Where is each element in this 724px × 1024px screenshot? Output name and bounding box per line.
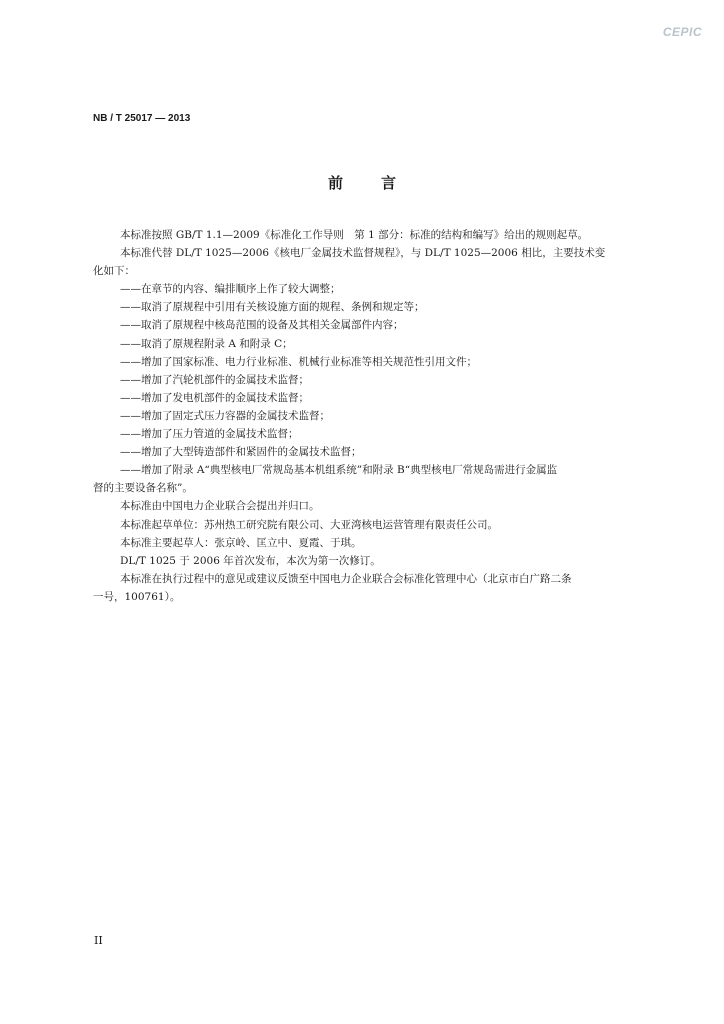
paragraph-line: 本标准起草单位：苏州热工研究院有限公司、大亚湾核电运营管理有限责任公司。 (120, 518, 498, 531)
cepic-logo: CEPIC (662, 25, 702, 39)
list-item: ——取消了原规程中核岛范围的设备及其相关金属部件内容； (120, 319, 404, 332)
list-item: ——增加了汽轮机部件的金属技术监督； (120, 373, 309, 386)
page-number: II (94, 934, 103, 947)
paragraph-line: 一号，100761）。 (93, 590, 181, 603)
paragraph-line: 化如下： (93, 265, 135, 278)
paragraph-line: DL/T 1025 于 2006 年首次发布，本次为第一次修订。 (120, 554, 381, 567)
paragraph-line: 本标准按照 GB/T 1.1—2009《标准化工作导则 第 1 部分：标准的结构和编写》给出的规则起草。 (120, 229, 589, 241)
list-item: ——增加了固定式压力容器的金属技术监督； (120, 409, 330, 422)
paragraph-line: 本标准主要起草人：张京岭、匡立中、夏霞、于琪。 (120, 536, 362, 549)
list-item-continuation: 督的主要设备名称”。 (93, 482, 193, 495)
page-title (0, 172, 724, 193)
paragraph-line: 本标准在执行过程中的意见或建议反馈至中国电力企业联合会标准化管理中心（北京市白广路二条 (120, 572, 572, 585)
list-item: ——增加了国家标准、电力行业标准、机械行业标准等相关规范性引用文件； (120, 355, 477, 368)
standard-number: NB / T 25017 — 2013 (93, 113, 191, 124)
list-item: ——增加了附录 A“典型核电厂常规岛基本机组系统”和附录 B“典型核电厂常规岛需进行金属监 (120, 464, 558, 477)
list-item: ——取消了原规程中引用有关核设施方面的规程、条例和规定等； (120, 301, 425, 314)
paragraph-line: 本标准代替 DL/T 1025—2006《核电厂金属技术监督规程》，与 DL/T 1025—2006 相比，主要技术变 (120, 247, 606, 260)
paragraph-line: 本标准由中国电力企业联合会提出并归口。 (120, 500, 320, 513)
list-item: ——在章节的内容、编排顺序上作了较大调整； (120, 283, 341, 296)
list-item: ——取消了原规程附录 A 和附录 C； (120, 337, 293, 350)
title-char-1: 前 (327, 174, 343, 192)
title-char-2: 言 (381, 174, 397, 192)
foreword-body (93, 226, 640, 606)
list-item: ——增加了大型铸造部件和紧固件的金属技术监督； (120, 446, 362, 459)
list-item: ——增加了压力管道的金属技术监督； (120, 428, 299, 441)
list-item: ——增加了发电机部件的金属技术监督； (120, 391, 309, 404)
